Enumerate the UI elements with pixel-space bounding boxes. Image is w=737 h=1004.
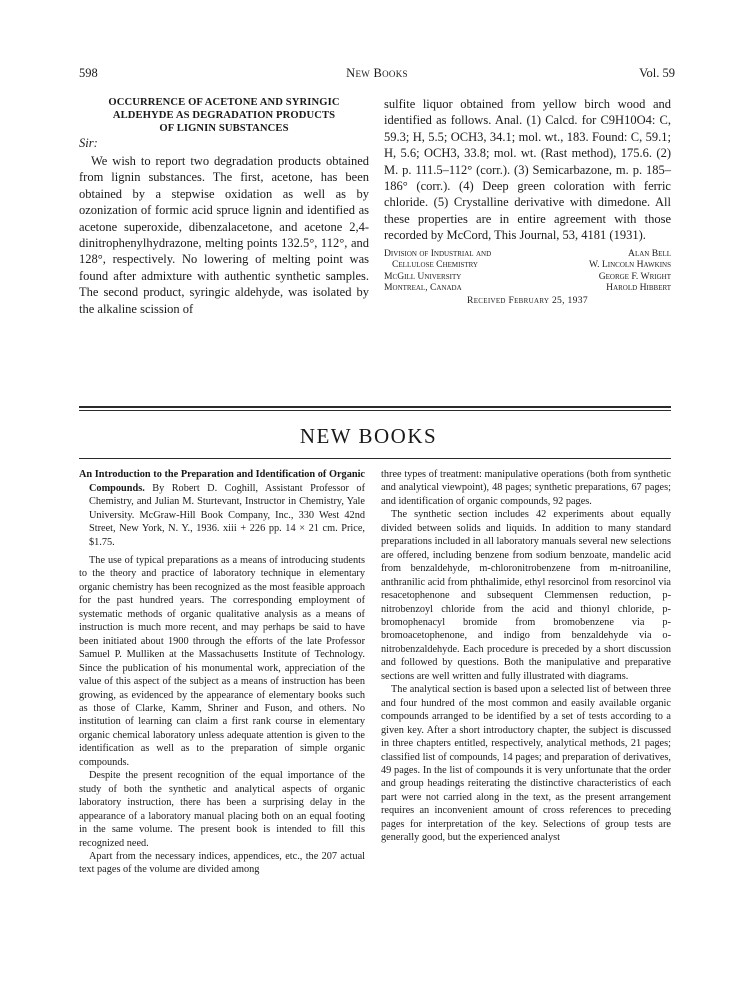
affiliation-line: Division of Industrial and (384, 247, 492, 259)
section-divider (79, 406, 671, 408)
book-details: By Robert D. Coghill, Assistant Professor of Chemistry, and Julian M. Sturtevant, Instructor in Chemistry, Yale University. McGraw-Hill Book Company, Inc., 330 West 42nd Street, New York, N. Y., 1936. xiii + 226 pp. 14 × 21 cm. Price, $1.75. (89, 482, 365, 548)
review-paragraph: Despite the present recognition of the equal importance of the study of both the synthetic and analytical aspects of organic laboratory instruction, there has been a surprising delay in the appearance of a laboratory manual placing both on an equal footing in the same volume. The present book is intended to fill this recognized need. (79, 770, 365, 849)
volume-number: Vol. 59 (639, 66, 675, 80)
review-paragraph: three types of treatment: manipulative operations (both from synthetic and analytical viewpoint), 48 pages; synthetic preparations, 67 pages; and identification of organic compounds, 92 pages. (381, 469, 671, 507)
letter-paragraph: sulfite liquor obtained from yellow birch wood and identified as follows. Anal. (1) Calcd. for C9H10O4: C, 59.3; H, 5.5; OCH3, 34.1; mol. wt., 183. Found: C, 59.1; H, 5.6; OCH3, 33.8; mol. wt. (Rast method), 175.6. (2) M. p. 111.5–112° (corr.). (3) Semicarbazone, m. p. 185–186° (corr.). (4) Deep green coloration with ferric chloride. (5) Crystalline derivative with dimedone. All these properties are in entire agreement with those recorded by McCord, This Journal, 53, 4181 (1931). (384, 97, 671, 243)
letter-signature (384, 248, 671, 294)
letter-title-line: ALDEHYDE AS DEGRADATION PRODUCTS (112, 110, 336, 121)
letter-title-line: OF LIGNIN SUBSTANCES (159, 123, 289, 134)
letter-column-left (79, 96, 369, 317)
review-paragraph: The use of typical preparations as a means of introducing students to the theory and practice of laboratory technique in elementary organic chemistry has been recognized as the most feasible approach for the past hundred years. The corresponding employment of systematic methods of organic qualitative analysis as a means of instruction is much more recent, and may perhaps be said to have been initiated about 1900 through the efforts of the late Professor Samuel P. Mulliken at the Massachusetts Institute of Technology. Since the publication of his monumental work, appreciation of the value of this aspect of the subject as a means of instruction has been growing, as evidenced by the appearance of elementary books such as those of Clarke, Kamm, Shriner and Fuson, and others. No institution of learning can claim a first rank course in elementary organic chemical laboratory unless adequate attention is given to the identification as well as to the preparation of simple organic compounds. (79, 555, 365, 768)
section-divider (79, 410, 671, 411)
letter-title (79, 96, 369, 135)
running-head (79, 66, 675, 82)
book-title: An Introduction to the Preparation and Identification of Organic Compounds. (79, 469, 365, 494)
author-name: W. Lincoln Hawkins (588, 259, 671, 271)
letter-paragraph: We wish to report two degradation products obtained from lignin substances. The first, acetone, has been obtained by a stepwise oxidation as well as by ozonization of formic acid spruce lignin and identified as acetone superoxide, dibenzalacetone, and acetone 2,4-dinitrophenylhydrazone, melting points 132.5°, 112°, and 128°, respectively. No lowering of melting point was found after admixture with authentic synthetic samples. The second product, syringic aldehyde, was isolated by the alkaline scission of (79, 154, 369, 316)
affiliation-line: McGill University (384, 270, 462, 282)
review-column-right (381, 468, 671, 845)
page-number: 598 (79, 66, 98, 80)
author-name: Alan Bell (628, 247, 671, 259)
affiliation-line: Montreal, Canada (384, 282, 462, 294)
author-name: Harold Hibbert (606, 282, 671, 294)
review-paragraph: The analytical section is based upon a selected list of between three and four hundred of the most common and easily available organic compounds arranged to be identified by a set of tests according to a given key. After a short introductory chapter, the subject is discussed in three chapters entitled, respectively, analytical methods, 21 pages; classified list of compounds, 14 pages; and preparation of derivatives, 49 pages. In the list of compounds it is very unfortunate that the order and group headings reiterating the distinctive characteristics of each part were not carried along in the text, as the present arrangement requires an inconvenient amount of cross references to preceding pages for interpretation of the key. Selections of group tests are generally good, but the experienced analyst (381, 684, 671, 844)
section-title: NEW BOOKS (299, 424, 438, 448)
section-divider (79, 458, 671, 459)
author-name: George F. Wright (598, 270, 671, 282)
review-paragraph: The synthetic section includes 42 experiments about equally divided between solids and liquids. In addition to many standard preparations included in all laboratory manuals several new selections are offered, including benzene from sodium benzoate, mandelic acid from benzaldehyde, m-chloronitrobenzene from m-nitroaniline, anthranilic acid from phthalimide, ethyl resorcinol from resorcinol via resacetophenone and subsequent Clemmensen reduction, p-nitrobenzoyl chloride from the acid and thionyl chloride, p-bromophenacyl bromide from bromobenzene via p-bromoacetophenone, and indigo from benzaldehyde via o-nitrobenzaldehyde. Each procedure is preceded by a short discussion and followed by questions. Both the manipulative and preparative sections are well written and fully illustrated with diagrams. (381, 509, 671, 682)
review-column-left (79, 468, 365, 877)
letter-column-right (384, 96, 671, 306)
received-date: Received February 25, 1937 (467, 295, 588, 307)
book-citation (79, 468, 365, 549)
running-head-title: New Books (346, 66, 408, 80)
letter-salutation: Sir: (79, 136, 98, 150)
letter-title-line: OCCURRENCE OF ACETONE AND SYRINGIC (108, 97, 340, 108)
review-paragraph: Apart from the necessary indices, appendices, etc., the 207 actual text pages of the volume are divided among (79, 850, 365, 876)
affiliation-line: Cellulose Chemistry (392, 259, 478, 271)
